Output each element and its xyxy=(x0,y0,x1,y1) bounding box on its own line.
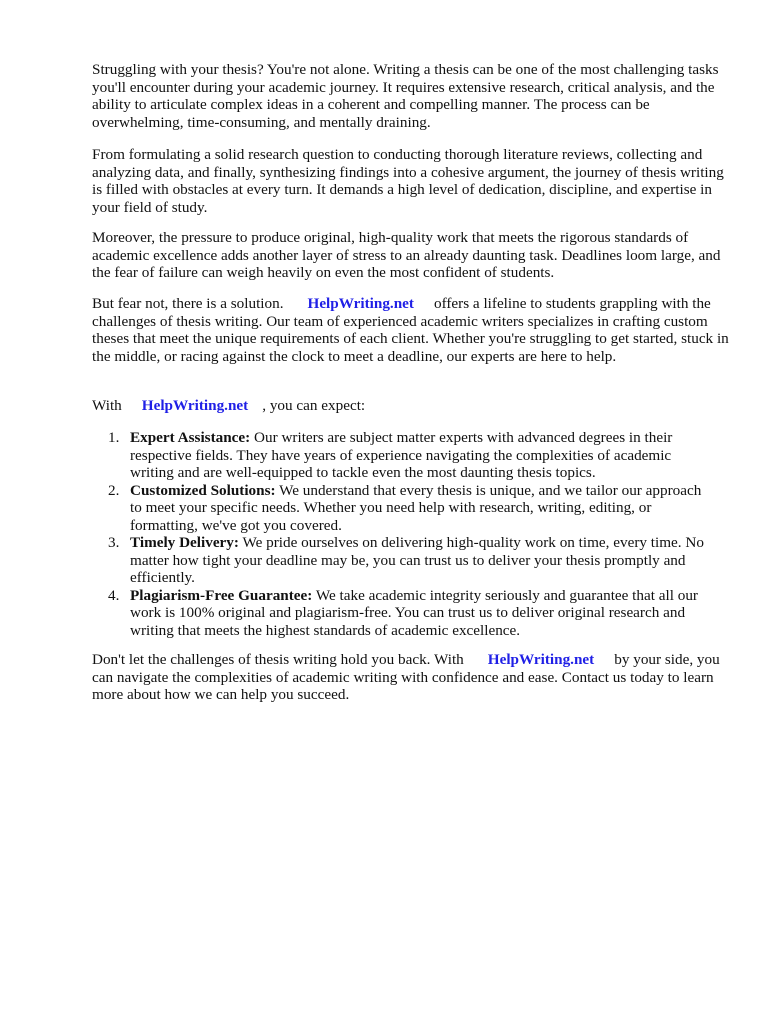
helpwriting-link[interactable]: HelpWriting.net xyxy=(487,651,595,668)
intro-paragraph: Struggling with your thesis? You're not alone. Writing a thesis can be one of the most challenging tasks you'll encounter during your academic journey. It requires extensive research, critical analysis, and the ability to articulate complex ideas in a coherent and compelling manner. The process can be overwhelming, time-consuming, and mentally draining. xyxy=(92,61,719,131)
expect-text-after: , you can expect: xyxy=(262,397,366,414)
list-text: We take academic integrity seriously and guarantee that all our work is 100% original and plagiarism-free. You can trust us to deliver original research and writing that meets the highest standards of academic excellence. xyxy=(130,586,698,639)
list-item xyxy=(92,534,712,587)
list-text: We pride ourselves on delivering high-quality work on time, every time. No matter how tight your deadline may be, you can trust us to deliver your thesis promptly and efficiently. xyxy=(130,534,704,586)
list-term: Plagiarism-Free Guarantee: xyxy=(130,586,313,604)
list-number: 3. xyxy=(108,534,120,551)
list-term: Timely Delivery: xyxy=(130,534,239,551)
solution-text-after: offers a lifeline to students grappling with the challenges of thesis writing. Our team of experienced academic writers specializes in crafting custom theses that meet the unique requirements of each client. Whether you're struggling to get started, stuck in the middle, or racing against the clock to meet a deadline, our experts are here to help. xyxy=(92,295,729,365)
list-item xyxy=(92,482,712,535)
list-text: Our writers are subject matter experts with advanced degrees in their respective fields. They have years of experience navigating the complexities of academic writing and are well-equipped to tackle even the most daunting thesis topics. xyxy=(130,429,673,481)
closing-text-after: by your side, you can navigate the complexities of academic writing with confidence and ease. Contact us today to learn more about how we can help you succeed. xyxy=(92,651,720,703)
list-item xyxy=(92,429,712,482)
benefits-list xyxy=(92,429,712,639)
challenges-paragraph: From formulating a solid research question to conducting thorough literature reviews, collecting and analyzing data, and finally, synthesizing findings into a cohesive argument, the journey of thesis writing is filled with obstacles at every turn. It demands a high level of dedication, discipline, and expertise in your field of study. xyxy=(92,146,724,216)
pressure-paragraph: Moreover, the pressure to produce original, high-quality work that meets the rigorous standards of academic excellence adds another layer of stress to an already daunting task. Deadlines loom large, and the fear of failure can weigh heavily on even the most confident of students. xyxy=(92,229,721,281)
solution-paragraph xyxy=(92,295,732,365)
solution-text-before: But fear not, there is a solution. xyxy=(92,295,284,312)
list-number: 4. xyxy=(108,586,120,604)
closing-text-before: Don't let the challenges of thesis writing hold you back. With xyxy=(92,651,464,668)
list-term: Expert Assistance: xyxy=(130,429,251,446)
expect-paragraph xyxy=(92,397,732,415)
list-number: 2. xyxy=(108,481,120,499)
list-term: Customized Solutions: xyxy=(130,481,276,499)
helpwriting-link[interactable]: HelpWriting.net xyxy=(141,397,249,414)
closing-paragraph xyxy=(92,651,732,704)
list-text: We understand that every thesis is unique, and we tailor our approach to meet your specific needs. Whether you need help with research, writing, editing, or formatting, we've got you covered. xyxy=(130,481,702,534)
expect-text-before: With xyxy=(92,397,122,414)
helpwriting-link[interactable]: HelpWriting.net xyxy=(307,295,414,312)
list-number: 1. xyxy=(108,429,120,446)
list-item xyxy=(92,587,712,640)
